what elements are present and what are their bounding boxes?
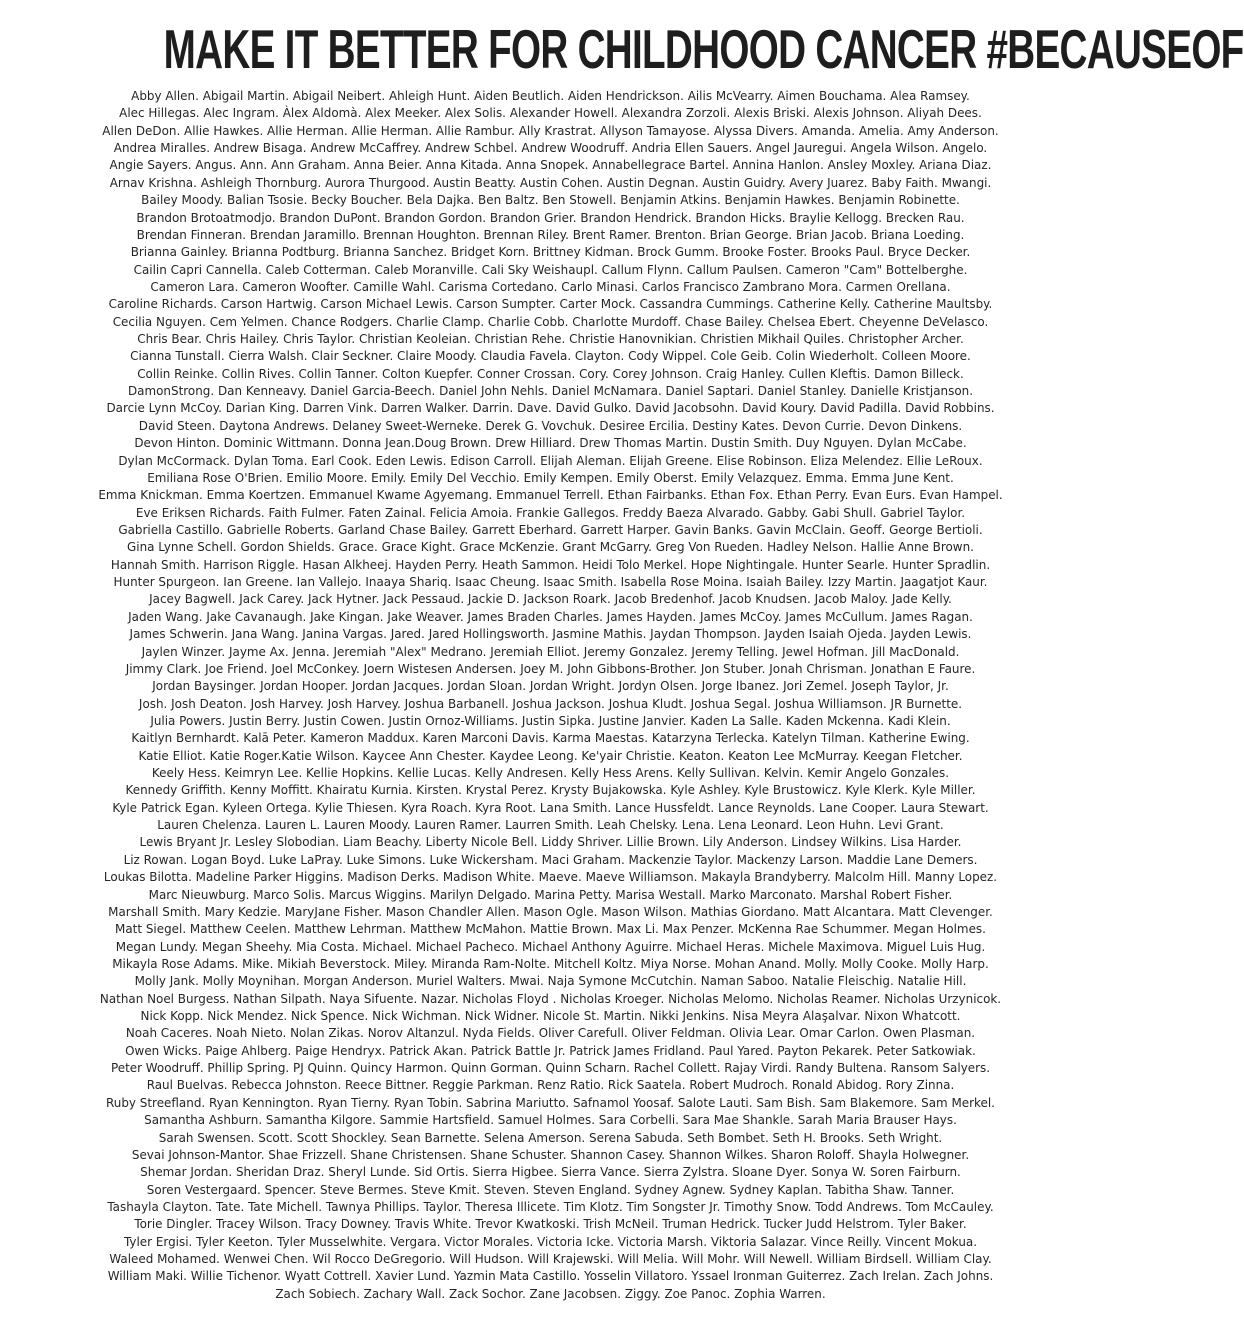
- names-line: Hunter Spurgeon. Ian Greene. Ian Vallejo. Inaaya Shariq. Isaac Cheung. Isaac Smith. Isabella Rose Moina. Isaiah Bailey. Izzy Martin. Jaagatjot Kaur.: [113, 575, 988, 590]
- names-line: Josh. Josh Deaton. Josh Harvey. Josh Harvey. Joshua Barbanell. Joshua Jackson. Joshua Kludt. Joshua Segal. Joshua Williamson. JR Burnette.: [138, 696, 963, 711]
- names-line: Brianna Gainley. Brianna Podtburg. Brianna Sanchez. Bridget Korn. Brittney Kidman. Brock Gumm. Brooke Foster. Brooks Paul. Bryce Decker.: [130, 245, 971, 260]
- names-line: Nathan Noel Burgess. Nathan Silpath. Naya Sifuente. Nazar. Nicholas Floyd . Nicholas Kroeger. Nicholas Melomo. Nicholas Reamer. Nicholas Urzynicok.: [99, 991, 1002, 1006]
- names-line: Cecilia Nguyen. Cem Yelmen. Chance Rodgers. Charlie Clamp. Charlie Cobb. Charlotte Murdoff. Chase Bailey. Chelsea Ebert. Cheyenne DeVelasco.: [112, 314, 989, 329]
- names-line: Cameron Lara. Cameron Woofter. Camille Wahl. Carisma Cortedano. Carlo Minasi. Carlos Francisco Zambrano Mora. Carmen Orellana.: [150, 279, 951, 294]
- names-line: Kaitlyn Bernhardt. Kalā Peter. Kameron Maddux. Karen Marconi Davis. Karma Maestas. Katarzyna Terlecka. Katelyn Tilman. Katherine Ewing.: [131, 731, 970, 746]
- names-line: Peter Woodruff. Phillip Spring. PJ Quinn. Quincy Harmon. Quinn Gorman. Quinn Scharn. Rachel Collett. Rajay Virdi. Randy Bultena. Ransom Salyers.: [110, 1061, 991, 1076]
- names-line: David Steen. Daytona Andrews. Delaney Sweet-Werneke. Derek G. Vovchuk. Desiree Ercilia. Destiny Kates. Devon Currie. Devon Dinkens.: [138, 418, 963, 433]
- names-line: Tashayla Clayton. Tate. Tate Michell. Tawnya Phillips. Taylor. Theresa Illicete. Tim Klotz. Tim Songster Jr. Timothy Snow. Todd Andrews. Tom McCauley.: [107, 1200, 994, 1214]
- names-line: Caroline Richards. Carson Hartwig. Carson Michael Lewis. Carson Sumpter. Carter Mock. Cassandra Cummings. Catherine Kelly. Catherine Maultsby.: [108, 297, 993, 312]
- names-line: Allen DeDon. Allie Hawkes. Allie Herman. Allie Herman. Allie Rambur. Ally Krastrat. Allyson Tamayose. Alyssa Divers. Amanda. Amelia. Amy Anderson.: [102, 123, 999, 138]
- names-line: Loukas Bilotta. Madeline Parker Higgins. Madison Derks. Madison White. Maeve. Maeve Williamson. Makayla Brandyberry. Malcolm Hill. Manny Lopez.: [103, 870, 998, 885]
- names-line: Lauren Chelenza. Lauren L. Lauren Moody. Lauren Ramer. Laurren Smith. Leah Chelsky. Lena. Lena Leonard. Leon Huhn. Levi Grant.: [157, 818, 944, 833]
- names-line: Eve Eriksen Richards. Faith Fulmer. Faten Zainal. Felicia Amoia. Frankie Gallegos. Freddy Baeza Alvarado. Gabby. Gabi Shull. Gabriel Taylor.: [135, 505, 966, 520]
- names-line: Brendan Finneran. Brendan Jaramillo. Brennan Houghton. Brennan Riley. Brent Ramer. Brenton. Brian George. Brian Jacob. Briana Loeding.: [136, 227, 965, 242]
- names-line: Jaden Wang. Jake Cavanaugh. Jake Kingan. Jake Weaver. James Braden Charles. James Hayden. James McCoy. James McCullum. James Ragan.: [128, 609, 973, 624]
- names-line: Dylan McCormack. Dylan Toma. Earl Cook. Eden Lewis. Edison Carroll. Elijah Aleman. Elijah Greene. Elise Robinson. Eliza Melendez. Ellie LeRoux.: [118, 453, 983, 468]
- names-line: Samantha Ashburn. Samantha Kilgore. Sammie Hartsfield. Samuel Holmes. Sara Corbelli. Sara Mae Shankle. Sarah Maria Brauser Hays.: [144, 1113, 957, 1128]
- names-list: [0, 88, 1101, 1303]
- names-line: Mikayla Rose Adams. Mike. Mikiah Beverstock. Miley. Miranda Ram-Nolte. Mitchell Koltz. Miya Norse. Mohan Anand. Molly. Molly Cooke. Molly Harp.: [112, 956, 989, 971]
- names-line: Ruby Streefland. Ryan Kennington. Ryan Tierny. Ryan Tobin. Sabrina Mariutto. Safnamol Yoosaf. Salote Lauti. Sam Bish. Sam Blakemore. Sam Merkel.: [106, 1095, 995, 1110]
- names-line: Megan Lundy. Megan Sheehy. Mia Costa. Michael. Michael Pacheco. Michael Anthony Aguirre. Michael Heras. Michele Maximova. Miguel Luis Hug.: [115, 939, 986, 954]
- names-line: Darcie Lynn McCoy. Darian King. Darren Vink. Darren Walker. Darrin. Dave. David Gulko. David Jacobsohn. David Koury. David Padilla. David Robbins.: [106, 401, 995, 416]
- names-line: Emiliana Rose O'Brien. Emilio Moore. Emily. Emily Del Vecchio. Emily Kempen. Emily Oberst. Emily Velazquez. Emma. Emma June Kent.: [147, 470, 954, 485]
- names-line: Sarah Swensen. Scott. Scott Shockley. Sean Barnette. Selena Amerson. Serena Sabuda. Seth Bombet. Seth H. Brooks. Seth Wright.: [158, 1130, 943, 1145]
- names-line: Devon Hinton. Dominic Wittmann. Donna Jean.Doug Brown. Drew Hilliard. Drew Thomas Martin. Dustin Smith. Duy Nguyen. Dylan McCabe.: [134, 436, 967, 451]
- names-line: Collin Reinke. Collin Rives. Collin Tanner. Colton Kuepfer. Conner Crossan. Cory. Corey Johnson. Craig Hanley. Cullen Kleftis. Damon Billeck.: [137, 366, 964, 381]
- names-line: Jordan Baysinger. Jordan Hooper. Jordan Jacques. Jordan Sloan. Jordan Wright. Jordyn Olsen. Jorge Ibanez. Jori Zemel. Joseph Taylor, Jr.: [152, 679, 949, 694]
- names-line: Keely Hess. Keimryn Lee. Kellie Hopkins. Kellie Lucas. Kelly Andresen. Kelly Hess Arens. Kelly Sullivan. Kelvin. Kemir Angelo Gonzales.: [151, 766, 950, 781]
- names-line: Brandon Brotoatmodjo. Brandon DuPont. Brandon Gordon. Brandon Grier. Brandon Hendrick. Brandon Hicks. Braylie Kellogg. Brecken Rau.: [136, 210, 965, 225]
- names-line: Jacey Bagwell. Jack Carey. Jack Hytner. Jack Pessaud. Jackie D. Jackson Roark. Jacob Bredenhof. Jacob Knudsen. Jacob Maloy. Jade Kelly.: [149, 592, 952, 607]
- names-line: Emma Knickman. Emma Koertzen. Emmanuel Kwame Agyemang. Emmanuel Terrell. Ethan Fairbanks. Ethan Fox. Ethan Perry. Evan Eurs. Evan Hampel.: [98, 488, 1003, 503]
- names-line: Torie Dingler. Tracey Wilson. Tracy Downey. Travis White. Trevor Kwatkoski. Trish McNeil. Truman Hedrick. Tucker Judd Helstrom. Tyler Baker.: [134, 1217, 967, 1232]
- names-line: Gina Lynne Schell. Gordon Shields. Grace. Grace Kight. Grace McKenzie. Grant McGarry. Greg Von Rueden. Hadley Nelson. Hallie Anne Brown.: [127, 540, 974, 555]
- names-line: Owen Wicks. Paige Ahlberg. Paige Hendryx. Patrick Akan. Patrick Battle Jr. Patrick James Fridland. Paul Yared. Payton Pekarek. Peter Satkowiak.: [125, 1043, 976, 1058]
- names-line: DamonStrong. Dan Kenneavy. Daniel Garcia-Beech. Daniel John Nehls. Daniel McNamara. Daniel Saptari. Daniel Stanley. Danielle Kristjanson.: [127, 384, 974, 399]
- names-line: Zach Sobiech. Zachary Wall. Zack Sochor. Zane Jacobsen. Ziggy. Zoe Panoc. Zophia Warren.: [275, 1286, 826, 1301]
- names-line: Raul Buelvas. Rebecca Johnston. Reece Bittner. Reggie Parkman. Renz Ratio. Rick Saatela. Robert Mudroch. Ronald Abidog. Rory Zinna.: [146, 1078, 955, 1093]
- names-line: Tyler Ergisi. Tyler Keeton. Tyler Musselwhite. Vergara. Victor Morales. Victoria Icke. Victoria Marsh. Viktoria Salazar. Vince Reilly. Vincent Mokua.: [123, 1234, 978, 1249]
- names-line: Marc Nieuwburg. Marco Solis. Marcus Wiggins. Marilyn Delgado. Marina Petty. Marisa Westall. Marko Marconato. Marshal Robert Fisher.: [148, 887, 953, 902]
- names-line: Cailin Capri Cannella. Caleb Cotterman. Caleb Moranville. Cali Sky Weishaupl. Callum Flynn. Callum Paulsen. Cameron "Cam" Bottelberghe.: [133, 262, 968, 277]
- names-line: Chris Bear. Chris Hailey. Chris Taylor. Christian Keoleian. Christian Rehe. Christie Hanovnikian. Christien Mikhail Quiles. Christopher Archer.: [137, 332, 964, 347]
- names-line: Julia Powers. Justin Berry. Justin Cowen. Justin Ornoz-Williams. Justin Sipka. Justine Janvier. Kaden La Salle. Kaden Mckenna. Kadi Klein.: [150, 713, 951, 728]
- names-line: Kyle Patrick Egan. Kyleen Ortega. Kylie Thiesen. Kyra Roach. Kyra Root. Lana Smith. Lance Hussfeldt. Lance Reynolds. Lane Cooper. Laura Stewart.: [112, 800, 989, 815]
- names-line: Waleed Mohamed. Wenwei Chen. Wil Rocco DeGregorio. Will Hudson. Will Krajewski. Will Melia. Will Mohr. Will Newell. William Birdsell. William Clay.: [109, 1252, 992, 1267]
- names-line: Alec Hillegas. Alec Ingram. Àlex Aldomà. Alex Meeker. Alex Solis. Alexander Howell. Alexandra Zorzoli. Alexis Briski. Alexis Johnson. Aliyah Dees.: [119, 106, 982, 121]
- names-line: Matt Siegel. Matthew Ceelen. Matthew Lehrman. Matthew McMahon. Mattie Brown. Max Li. Max Penzer. McKenna Rae Schummer. Megan Holmes.: [115, 922, 986, 937]
- names-line: Bailey Moody. Balian Tsosie. Becky Boucher. Bela Dajka. Ben Baltz. Ben Stowell. Benjamin Atkins. Benjamin Hawkes. Benjamin Robinette.: [141, 193, 960, 208]
- names-line: Arnav Krishna. Ashleigh Thornburg. Aurora Thurgood. Austin Beatty. Austin Cohen. Austin Degnan. Austin Guidry. Avery Juarez. Baby Faith. Mwangi.: [109, 175, 992, 190]
- names-line: James Schwerin. Jana Wang. Janina Vargas. Jared. Jared Hollingsworth. Jasmine Mathis. Jaydan Thompson. Jayden Isaiah Ojeda. Jayden Lewis.: [129, 627, 972, 642]
- names-line: Marshall Smith. Mary Kedzie. MaryJane Fisher. Mason Chandler Allen. Mason Ogle. Mason Wilson. Mathias Giordano. Matt Alcantara. Matt Clevenger.: [108, 904, 993, 919]
- names-line: Katie Elliot. Katie Roger.Katie Wilson. Kaycee Ann Chester. Kaydee Leong. Ke'yair Christie. Keaton. Keaton Lee McMurray. Keegan Fletcher.: [138, 748, 963, 763]
- names-line: Jaylen Winzer. Jayme Ax. Jenna. Jeremiah "Alex" Medrano. Jeremiah Elliot. Jeremy Gonzalez. Jeremy Telling. Jewel Hofman. Jill MacDonald.: [141, 644, 960, 659]
- names-line: Gabriella Castillo. Gabrielle Roberts. Garland Chase Bailey. Garrett Eberhard. Garrett Harper. Gavin Banks. Gavin McClain. Geoff. George Bertioli.: [118, 522, 983, 537]
- names-line: William Maki. Willie Tichenor. Wyatt Cottrell. Xavier Lund. Yazmin Mata Castillo. Yosselin Villatoro. Yssael Ironman Guiterrez. Zach Irelan. Zach Johns.: [107, 1269, 994, 1284]
- page-title: MAKE IT BETTER FOR CHILDHOOD CANCER #BECAUSEOF: [163, 18, 1244, 80]
- names-line: Angie Sayers. Angus. Ann. Ann Graham. Anna Beier. Anna Kitada. Anna Snopek. Annabellegrace Bartel. Annina Hanlon. Ansley Moxley. Ariana Diaz.: [109, 158, 992, 173]
- names-line: Cianna Tunstall. Cierra Walsh. Clair Seckner. Claire Moody. Claudia Favela. Clayton. Cody Wippel. Cole Geib. Colin Wiederholt. Colleen Moore.: [130, 349, 971, 364]
- names-line: Kennedy Griffith. Kenny Moffitt. Khairatu Kurnia. Kirsten. Krystal Perez. Krysty Bujakowska. Kyle Ashley. Kyle Brustowicz. Kyle Klerk. Kyle Miller.: [125, 783, 976, 798]
- names-line: Andrea Miralles. Andrew Bisaga. Andrew McCaffrey. Andrew Schbel. Andrew Woodruff. Andria Ellen Sauers. Angel Jauregui. Angela Wilson. Angelo.: [113, 141, 988, 156]
- names-line: Jimmy Clark. Joe Friend. Joel McConkey. Joern Wistesen Andersen. Joey M. John Gibbons-Brother. Jon Stuber. Jonah Chrisman. Jonathan E Faure.: [125, 661, 976, 676]
- names-line: Shemar Jordan. Sheridan Draz. Sheryl Lunde. Sid Ortis. Sierra Higbee. Sierra Vance. Sierra Zylstra. Sloane Dyer. Sonya W. Soren Fairburn.: [140, 1165, 961, 1180]
- names-line: Nick Kopp. Nick Mendez. Nick Spence. Nick Wichman. Nick Widner. Nicole St. Martin. Nikki Jenkins. Nisa Meyra Alaşalvar. Nixon Whatcott.: [140, 1009, 961, 1024]
- names-line: Soren Vestergaard. Spencer. Steve Bermes. Steve Kmit. Steven. Steven England. Sydney Agnew. Sydney Kaplan. Tabitha Shaw. Tanner.: [146, 1182, 955, 1197]
- names-line: Noah Caceres. Noah Nieto. Nolan Zikas. Norov Altanzul. Nyda Fields. Oliver Carefull. Oliver Feldman. Olivia Lear. Omar Carlon. Owen Plasman.: [125, 1026, 976, 1041]
- names-line: Liz Rowan. Logan Boyd. Luke LaPray. Luke Simons. Luke Wickersham. Maci Graham. Mackenzie Taylor. Mackenzy Larson. Maddie Lane Demers.: [123, 852, 978, 867]
- names-line: Molly Jank. Molly Moynihan. Morgan Anderson. Muriel Walters. Mwai. Naja Symone McCutchin. Naman Saboo. Natalie Fleischig. Natalie Hill.: [134, 974, 967, 989]
- names-line: Lewis Bryant Jr. Lesley Slobodian. Liam Beachy. Liberty Nicole Bell. Liddy Shriver. Lillie Brown. Lily Anderson. Lindsey Wilkins. Lisa Harder.: [139, 835, 962, 850]
- names-line: Abby Allen. Abigail Martin. Abigail Neibert. Ahleigh Hunt. Aiden Beutlich. Aiden Hendrickson. Ailis McVearry. Aimen Bouchama. Alea Ramsey.: [131, 89, 970, 103]
- names-line: Sevai Johnson-Mantor. Shae Frizzell. Shane Christensen. Shane Schuster. Shannon Casey. Shannon Wilkes. Sharon Roloff. Shayla Holwegner.: [131, 1147, 970, 1162]
- names-line: Hannah Smith. Harrison Riggle. Hasan Alkheej. Hayden Perry. Heath Sammon. Heidi Tolo Merkel. Hope Nightingale. Hunter Searle. Hunter Spradlin.: [110, 557, 991, 572]
